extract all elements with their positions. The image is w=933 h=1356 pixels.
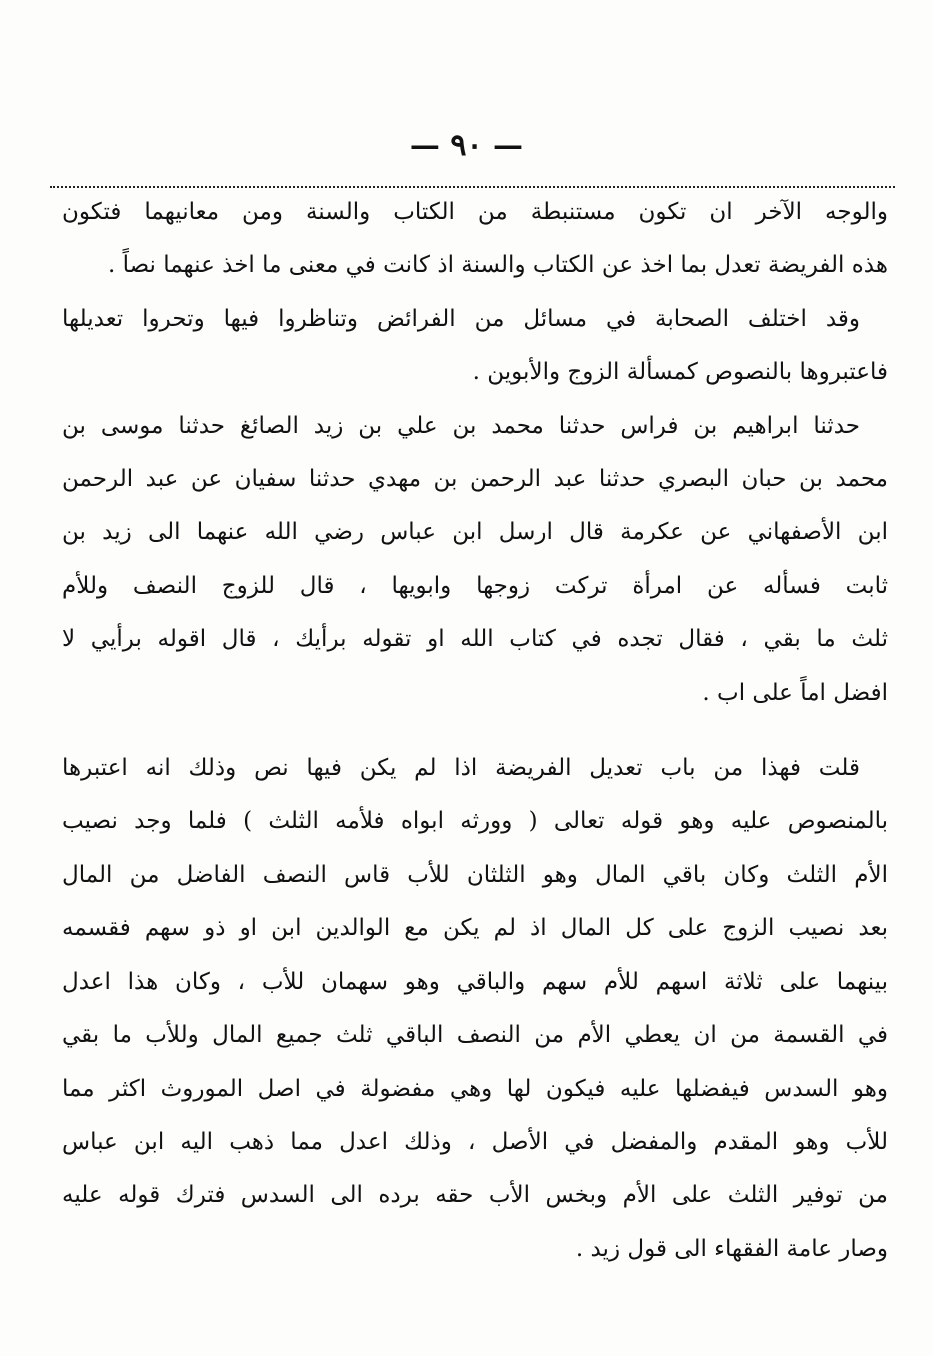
text-line: فاعتبروها بالنصوص كمسألة الزوج والأبوين . xyxy=(472,359,888,386)
paragraph-2 xyxy=(62,293,888,400)
text-line: الأم الثلث وكان باقي المال وهو الثلثان للأب قاس النصف الفاضل من المال xyxy=(62,861,888,888)
text-line: بينهما على ثلاثة اسهم للأم سهم والباقي وهو سهمان للأب ، وكان هذا اعدل xyxy=(62,968,888,995)
text-line: وقد اختلف الصحابة في مسائل من الفرائض وتناظروا فيها وتحروا تعديلها xyxy=(62,305,860,332)
text-line: محمد بن حبان البصري حدثنا عبد الرحمن بن مهدي حدثنا سفيان عن عبد الرحمن xyxy=(62,466,888,493)
text-line: ابن الأصفهاني عن عكرمة قال ارسل ابن عباس رضي الله عنهما الى زيد بن xyxy=(62,519,888,546)
text-line: للأب وهو المقدم والمفضل في الأصل ، وذلك اعدل مما ذهب اليه ابن عباس xyxy=(62,1128,888,1155)
text-line: والوجه الآخر ان تكون مستنبطة من الكتاب والسنة ومن معانيهما فتكون xyxy=(62,199,888,225)
paragraph-spacer xyxy=(62,720,888,742)
text-line: وصار عامة الفقهاء الى قول زيد . xyxy=(575,1235,888,1262)
text-line: وهو السدس فيفضلها عليه فيكون لها وهي مفضولة في اصل الموروث اكثر مما xyxy=(62,1075,888,1102)
text-line: ثلث ما بقي ، فقال تجده في كتاب الله او تقوله برأيك ، قال اقوله برأيي لا xyxy=(62,626,888,653)
text-line: بالمنصوص عليه وهو قوله تعالى ( وورثه ابواه فلأمه الثلث ) فلما وجد نصيب xyxy=(62,808,888,835)
text-line: حدثنا ابراهيم بن فراس حدثنا محمد بن علي بن زيد الصائغ حدثنا موسى بن xyxy=(62,412,860,439)
text-line: في القسمة من ان يعطي الأم من النصف الباقي ثلث جميع المال وللأب ما بقي xyxy=(62,1022,888,1049)
body-text xyxy=(62,186,888,1276)
paragraph-4 xyxy=(62,742,888,1276)
text-line: افضل اماً على اب . xyxy=(702,679,888,706)
text-line: قلت فهذا من باب تعديل الفريضة اذا لم يكن فيها نص وذلك انه اعتبرها xyxy=(62,755,860,782)
page-number: — ٩٠ — xyxy=(409,128,524,163)
paragraph-3 xyxy=(62,400,888,720)
text-line: ثابت فسأله عن امرأة تركت زوجها وابويها ، قال للزوج النصف وللأم xyxy=(62,572,888,599)
text-line: هذه الفريضة تعدل بما اخذ عن الكتاب والسنة اذ كانت في معنى ما اخذ عنهما نصاً . xyxy=(107,252,888,279)
paragraph-1 xyxy=(62,186,888,293)
page-number-row xyxy=(0,128,933,163)
text-line: من توفير الثلث على الأم وبخس الأب حقه برده الى السدس فترك قوله عليه xyxy=(62,1182,888,1209)
text-line: بعد نصيب الزوج على كل المال اذ لم يكن مع الوالدين ابن او ذو سهم فقسمه xyxy=(62,915,888,942)
